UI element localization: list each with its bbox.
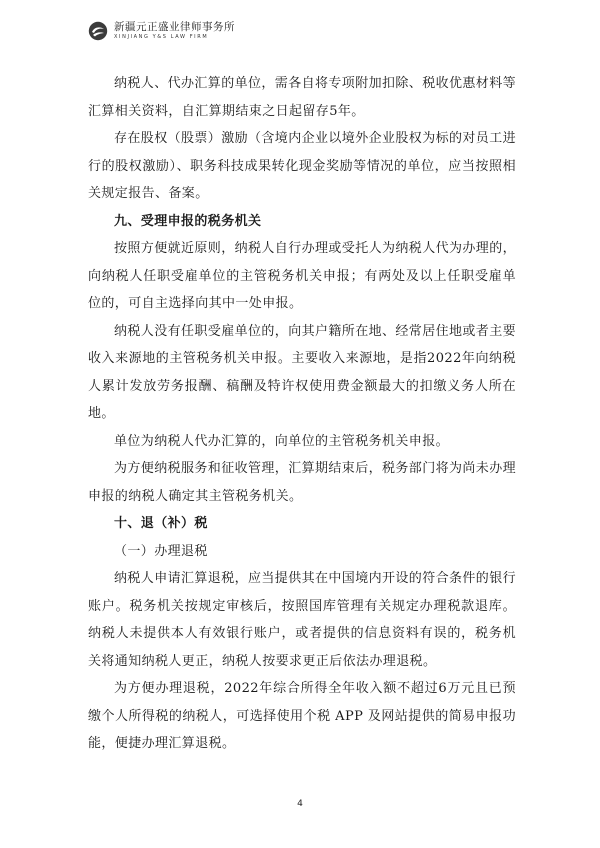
firm-logo-icon	[88, 21, 108, 41]
paragraph-retain-materials: 纳税人、代办汇算的单位，需各自将专项附加扣除、税收优惠材料等汇算相关资料，自汇算期结束之日起留存5年。	[88, 76, 517, 119]
paragraph-unit-filing: 单位为纳税人代办汇算的，向单位的主管税务机关申报。	[114, 433, 450, 449]
letterhead	[88, 14, 235, 48]
paragraph-equity-incentive: 存在股权（股票）激励（含境内企业以境外企业股权为标的对员工进行的股权激励）、职务科技成果转化现金奖励等情况的单位，应当按照相关规定报告、备案。	[88, 131, 517, 201]
paragraph-bank-account: 纳税人申请汇算退税，应当提供其在中国境内开设的符合条件的银行账户。税务机关按规定审核后，按照国库管理有关规定办理税款退库。纳税人未提供本人有效银行账户，或者提供的信息资料有误的，税务机关将通知纳税人更正，纳税人按要求更正后依法办理退税。	[88, 571, 517, 669]
document-body	[88, 70, 516, 758]
firm-name-en: XINJIANG Y&S LAW FIRM	[114, 34, 209, 41]
firm-name-cn: 新疆元正盛业律师事务所	[114, 20, 235, 33]
page-number: 4	[297, 799, 303, 809]
firm-name-block	[114, 22, 235, 41]
section-heading-10: 十、退（补）税	[114, 516, 208, 531]
subheading-refund: （一）办理退税	[114, 543, 208, 559]
section-heading-9: 九、受理申报的税务机关	[114, 213, 262, 229]
paragraph-convenience-principle: 按照方便就近原则，纳税人自行办理或受托人为纳税人代为办理的，向纳税人任职受雇单位的主管税务机关申报；有两处及以上任职受雇单位的，可自主选择向其中一处申报。	[88, 241, 517, 311]
paragraph-no-employer: 纳税人没有任职受雇单位的，向其户籍所在地、经常居住地或者主要收入来源地的主管税务机关申报。主要收入来源地，是指2022年向纳税人累计发放劳务报酬、稿酬及特许权使用费金额最大的扣缴义务人所在地。	[88, 323, 517, 421]
paragraph-assign-authority: 为方便纳税服务和征收管理，汇算期结束后，税务部门将为尚未办理申报的纳税人确定其主管税务机关。	[88, 461, 517, 504]
paragraph-simple-filing: 为方便办理退税，2022年综合所得全年收入额不超过6万元且已预缴个人所得税的纳税人，可选择使用个税 APP 及网站提供的简易申报功能，便捷办理汇算退税。	[88, 681, 516, 751]
